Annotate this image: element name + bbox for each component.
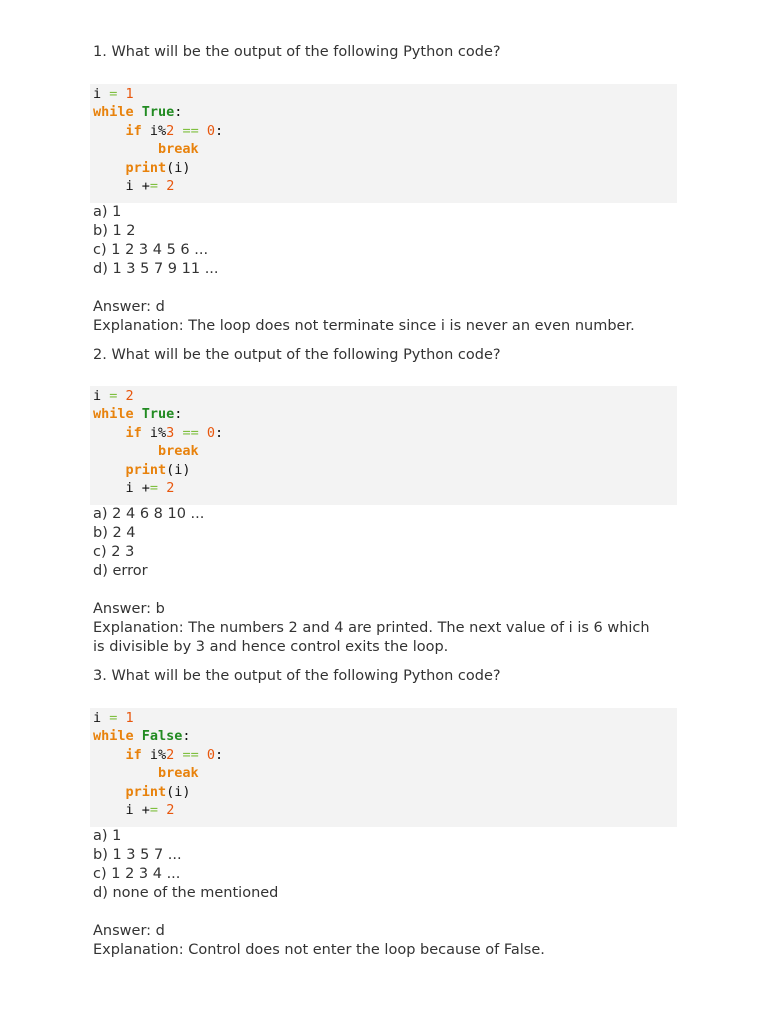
- code-token: :: [174, 406, 183, 423]
- code-token: i +: [93, 178, 150, 195]
- code-token: i: [93, 710, 110, 726]
- code-token: [134, 728, 142, 744]
- explanation-text: Explanation: The numbers 2 and 4 are printed. The next value of i is 6 which is divisible by 3 and hence control exits the loop.: [93, 620, 650, 655]
- code-token: i: [93, 388, 110, 404]
- code-token: [93, 123, 126, 139]
- code-token: ==: [182, 424, 199, 441]
- code-line: [93, 177, 677, 195]
- code-token: 3: [166, 424, 175, 441]
- code-token: (i): [166, 783, 191, 800]
- code-token: :: [215, 424, 224, 441]
- option-a: a) 1: [93, 828, 122, 844]
- code-token: False: [141, 728, 183, 745]
- code-token: [158, 802, 166, 818]
- option-b: b) 1 3 5 7 ...: [93, 847, 182, 863]
- question-text: 1. What will be the output of the following Python code?: [93, 44, 501, 60]
- code-token: i%: [141, 746, 167, 763]
- code-token: 2: [125, 388, 134, 404]
- code-token: i: [93, 86, 110, 102]
- code-line: [93, 387, 677, 405]
- code-line: [93, 122, 677, 140]
- code-token: [93, 747, 126, 763]
- code-block: [90, 386, 677, 505]
- code-token: True: [141, 104, 175, 121]
- question-block-2: [93, 346, 677, 657]
- code-token: (i): [166, 461, 191, 478]
- code-line: [93, 461, 677, 479]
- code-token: [158, 178, 166, 194]
- answer-text: Answer: b: [93, 601, 165, 617]
- code-token: [117, 86, 125, 102]
- question-block-3: [93, 667, 677, 960]
- code-token: 0: [206, 746, 215, 763]
- code-token: print: [125, 783, 167, 800]
- code-line: [93, 479, 677, 497]
- option-b: b) 2 4: [93, 525, 136, 541]
- code-line: [93, 801, 677, 819]
- code-token: i%: [141, 424, 167, 441]
- code-token: while: [93, 406, 134, 423]
- option-c: c) 2 3: [93, 544, 135, 560]
- code-token: [199, 747, 207, 763]
- code-token: [93, 141, 158, 157]
- code-token: break: [158, 141, 199, 158]
- code-token: ==: [182, 746, 199, 763]
- code-line: [93, 159, 677, 177]
- code-token: ==: [182, 122, 199, 139]
- code-token: =: [109, 710, 118, 726]
- code-token: [93, 443, 158, 459]
- explanation-text: Explanation: Control does not enter the loop because of False.: [93, 942, 545, 958]
- code-token: 2: [166, 802, 175, 819]
- code-line: [93, 140, 677, 158]
- code-token: [117, 710, 125, 726]
- code-token: 2: [166, 746, 175, 763]
- code-token: i%: [141, 122, 167, 139]
- option-d: d) error: [93, 563, 148, 579]
- code-line: [93, 764, 677, 782]
- code-line: [93, 405, 677, 423]
- code-block: [90, 708, 677, 827]
- code-token: [134, 406, 142, 422]
- code-token: [117, 388, 125, 404]
- code-token: :: [182, 728, 191, 745]
- code-token: 0: [206, 424, 215, 441]
- code-token: (i): [166, 159, 191, 176]
- code-token: break: [158, 443, 199, 460]
- code-line: [93, 709, 677, 727]
- explanation-text: Explanation: The loop does not terminate since i is never an even number.: [93, 318, 635, 334]
- option-d: d) 1 3 5 7 9 11 ...: [93, 261, 219, 277]
- code-token: if: [125, 746, 142, 763]
- question-block-1: [93, 43, 677, 336]
- code-token: break: [158, 765, 199, 782]
- code-line: [93, 103, 677, 121]
- code-line: [93, 442, 677, 460]
- code-token: [134, 104, 142, 120]
- code-token: [199, 425, 207, 441]
- code-line: [93, 746, 677, 764]
- code-token: i +: [93, 802, 150, 819]
- code-token: =: [149, 178, 159, 195]
- code-block: [90, 84, 677, 203]
- code-token: True: [141, 406, 175, 423]
- code-token: 2: [166, 122, 175, 139]
- code-token: =: [109, 388, 118, 404]
- option-a: a) 2 4 6 8 10 ...: [93, 506, 205, 522]
- code-token: =: [149, 802, 159, 819]
- code-token: [93, 765, 158, 781]
- code-token: print: [125, 159, 167, 176]
- code-token: print: [125, 461, 167, 478]
- question-text: 2. What will be the output of the following Python code?: [93, 347, 501, 363]
- code-line: [93, 783, 677, 801]
- code-token: [93, 160, 126, 176]
- answer-text: Answer: d: [93, 299, 165, 315]
- option-c: c) 1 2 3 4 ...: [93, 866, 181, 882]
- code-token: :: [215, 746, 224, 763]
- option-b: b) 1 2: [93, 223, 136, 239]
- code-token: 2: [166, 178, 175, 195]
- code-token: if: [125, 424, 142, 441]
- code-token: =: [149, 480, 159, 497]
- code-line: [93, 727, 677, 745]
- code-token: [93, 425, 126, 441]
- code-line: [93, 85, 677, 103]
- code-token: 0: [206, 122, 215, 139]
- answer-options: [93, 505, 677, 581]
- code-token: [158, 480, 166, 496]
- code-token: [93, 462, 126, 478]
- code-token: 2: [166, 480, 175, 497]
- code-token: =: [109, 86, 118, 102]
- code-token: 1: [125, 710, 134, 726]
- code-token: while: [93, 104, 134, 121]
- option-c: c) 1 2 3 4 5 6 ...: [93, 242, 209, 258]
- code-token: i +: [93, 480, 150, 497]
- code-token: while: [93, 728, 134, 745]
- option-d: d) none of the mentioned: [93, 885, 279, 901]
- answer-text: Answer: d: [93, 923, 165, 939]
- option-a: a) 1: [93, 204, 122, 220]
- code-line: [93, 424, 677, 442]
- code-token: [93, 784, 126, 800]
- code-token: :: [215, 122, 224, 139]
- code-token: :: [174, 104, 183, 121]
- code-token: 1: [125, 86, 134, 102]
- code-token: [199, 123, 207, 139]
- code-token: if: [125, 122, 142, 139]
- question-text: 3. What will be the output of the following Python code?: [93, 668, 501, 684]
- answer-options: [93, 827, 677, 903]
- answer-options: [93, 203, 677, 279]
